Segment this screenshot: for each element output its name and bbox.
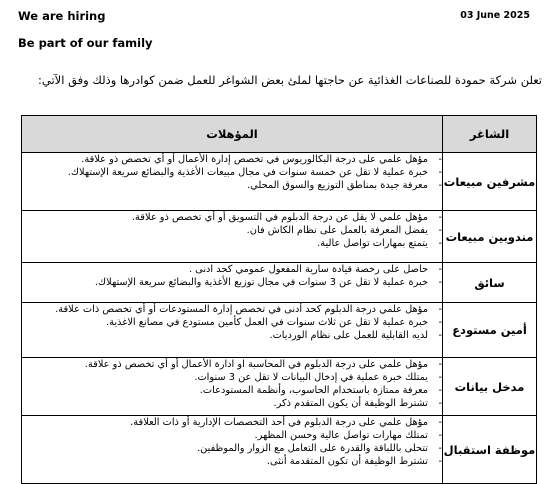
qualification-item: - معرفة جيدة بمناطق التوزيع والسوق المحلي. (22, 179, 442, 192)
job-title: موظفة استقبال (443, 416, 537, 484)
qualifications-cell (22, 358, 443, 416)
qualification-item: - تشترط الوظيفة أن تكون المتقدمة أنثى. (22, 455, 442, 468)
qualifications-list (22, 263, 442, 289)
job-title: سائق (443, 263, 537, 303)
qualification-item: - مؤهل علمي درجة الدبلوم كحد أدنى في تخصص إدارة المستودعات أو أي تخصص ذات علاقة. (22, 303, 442, 316)
table-row (22, 416, 537, 484)
qualifications-list (22, 211, 442, 250)
qualification-item: - مؤهل علمي لا يقل عن درجة الدبلوم في التسويق أو أي تخصص ذو علاقة. (22, 211, 442, 224)
intro-paragraph: تعلن شركة حمودة للصناعات الغذائية عن حاجتها لملئ بعض الشواغر للعمل ضمن كوادرها وذلك وفق الآتي: (38, 73, 542, 87)
header-job: الشاغر (443, 116, 537, 153)
qualification-item: - مؤهل علمي على درجة الدبلوم في أحد التخصصات الإدارية أو ذات العلاقة. (22, 416, 442, 429)
date-label: 03 June 2025 (460, 10, 530, 21)
qualifications-cell (22, 211, 443, 263)
qualifications-cell (22, 153, 443, 211)
table-row (22, 211, 537, 263)
qualification-item: - تتحلى باللباقة والقدرة على التعامل مع الزوار والموظفين. (22, 442, 442, 455)
subtitle: Be part of our family (18, 36, 153, 50)
job-title: مندوبين مبيعات (443, 211, 537, 263)
qualification-item: - خبرة عملية لا تقل عن خمسة سنوات في مجال مبيعات الأغذية والبضائع سريعة الإستهلاك. (22, 166, 442, 179)
job-title: أمين مستودع (443, 303, 537, 358)
table-row (22, 358, 537, 416)
qualification-item: - يتمتع بمهارات تواصل عالية. (22, 237, 442, 250)
qualification-item: - يمتلك خبرة عملية في إدخال البيانات لا تقل عن 3 سنوات. (22, 371, 442, 384)
job-title: مدخل بيانات (443, 358, 537, 416)
qualification-item: - تمتلك مهارات تواصل عالية وحسن المظهر. (22, 429, 442, 442)
qualifications-cell (22, 263, 443, 303)
qualification-item: - تشترط الوظيفة أن يكون المتقدم ذكر. (22, 397, 442, 410)
qualifications-cell (22, 303, 443, 358)
qualifications-list (22, 303, 442, 342)
qualification-item: - مؤهل علمي على درجة الدبلوم في المحاسبة او ادارة الأعمال أو أي تخصص ذو علاقة. (22, 358, 442, 371)
table-row (22, 303, 537, 358)
qualification-item: - خبرة عملية لا تقل عن 3 سنوات في مجال توزيع الأغذية والبضائع سريعة الإستهلاك. (22, 276, 442, 289)
hiring-heading: We are hiring (18, 9, 106, 23)
qualifications-list (22, 153, 442, 192)
table-header-row (22, 116, 537, 153)
qualification-item: - مؤهل علمي على درجة البكالوريوس في تخصص إدارة الأعمال أو أي تخصص ذو علاقة. (22, 153, 442, 166)
qualification-item: - لديه القابلية للعمل على نظام الورديات. (22, 329, 442, 342)
table-row (22, 153, 537, 211)
qualification-item: - يفضل المعرفة بالعمل على نظام الكاش فان. (22, 224, 442, 237)
header-qualifications: المؤهلات (22, 116, 443, 153)
job-title: مشرفين مبيعات (443, 153, 537, 211)
qualifications-list (22, 416, 442, 468)
qualification-item: - خبرة عملية لا تقل عن ثلاث سنوات في العمل كأمين مستودع في مصانع الاغذية. (22, 316, 442, 329)
qualification-item: - معرفة ممتازة باستخدام الحاسوب، وأنظمة المستودعات. (22, 384, 442, 397)
table-row (22, 263, 537, 303)
qualifications-cell (22, 416, 443, 484)
qualifications-list (22, 358, 442, 410)
jobs-table (21, 115, 537, 484)
qualification-item: - حاصل على رخصة قيادة سارية المفعول عمومي كحد ادنى . (22, 263, 442, 276)
